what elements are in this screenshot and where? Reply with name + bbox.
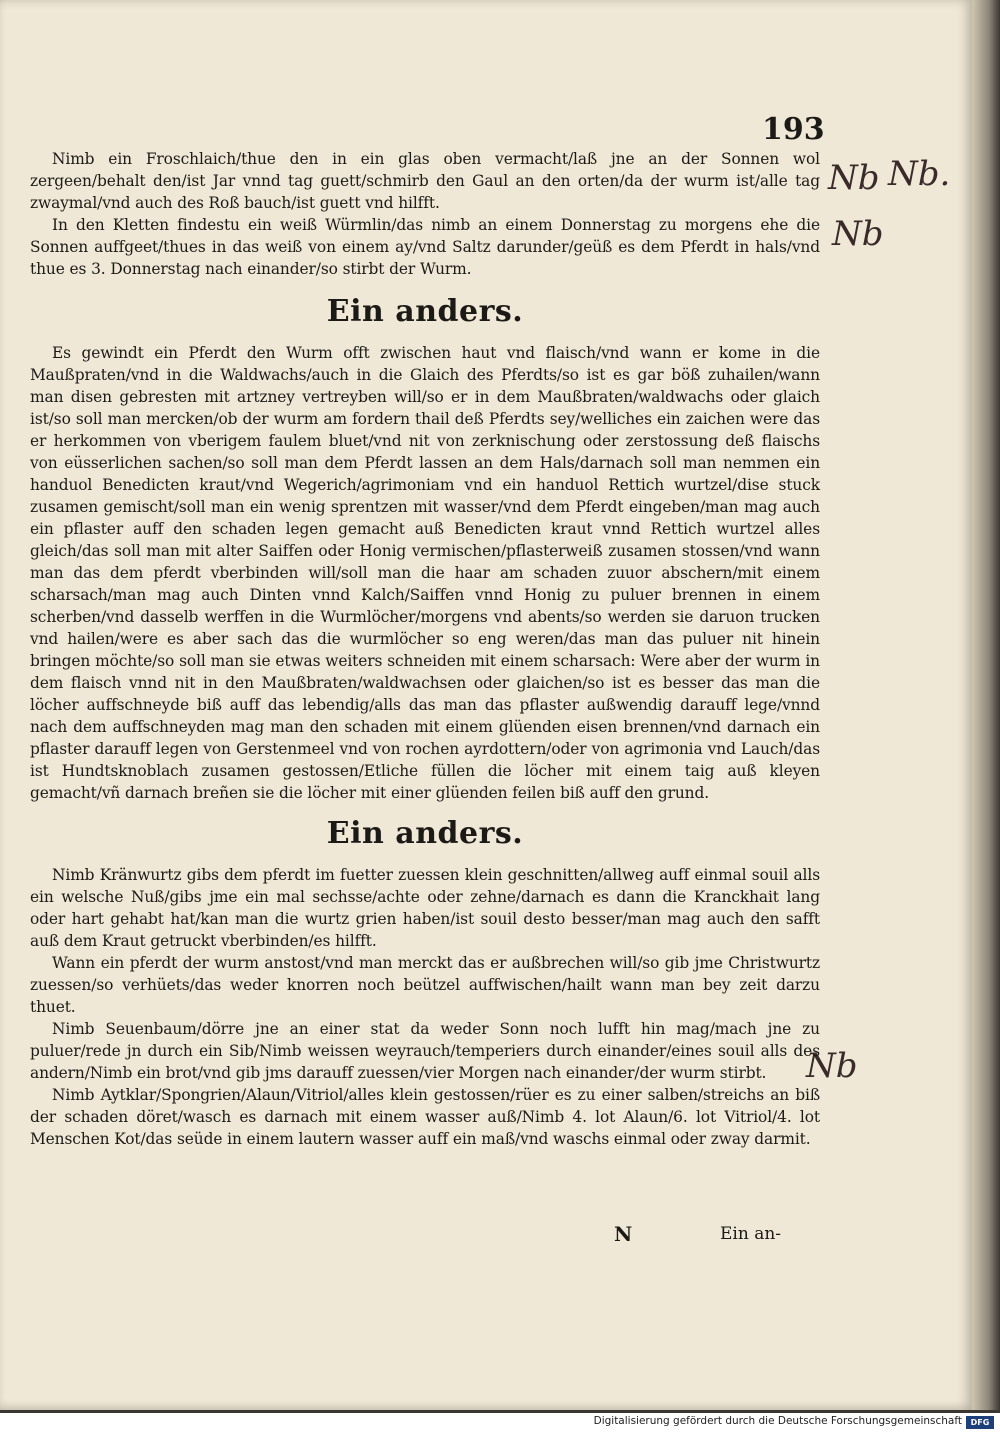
marginal-note-nb-3: Nb <box>832 214 884 254</box>
catchword: Ein an- <box>720 1224 782 1244</box>
footer-bar <box>0 1413 1000 1433</box>
paragraph-wurm-treatment: Es gewindt ein Pferdt den Wurm offt zwischen haut vnd flaisch/vnd wann er kome in die Maußpraten/vnd in die Waldwachs/auch in die Glaich des Pferdts/so ist es gar böß zuhailen/wann man disen gebresten mit artzney vertreyben will/so er in dem Maußbraten/waldwachs oder glaich ist/so soll man mercken/ob der wurm am fordern thail deß Pferdts sey/welliches ein zaichen were das er herkommen von vberigem faulem bluet/vnd nit von zerknischung oder zerstossung deß flaischs von eüsserlichen sachen/so soll man dem Pferdt lassen an dem Hals/darnach soll man nemmen ein handuol Benedicten kraut/vnd Wegerich/agrimoniam vnd ein handuol Rettich wurtzel/dise stuck zusamen gemischt/soll man ein wenig sprentzen mit wasser/vnd dem Pferdt eingeben/man mag auch ein pflaster auff den schaden legen gemacht auß Benedicten kraut vnnd Rettich wurtzel alles gleich/das soll man mit alter Saiffen oder Honig vermischen/pflasterweiß zusamen stossen/vnd wann man das dem pferdt vberbinden will/soll man die haar am schaden zuuor abschern/mit einem scharsach/man mag auch Dinten vnnd Kalch/Saiffen vnnd Honig zu puluer brennen in einem scherben/vnd dasselb werffen in die Wurmlöcher/morgens vnd abents/so werden sie daruon trucken vnd hailen/were es aber sach das die wurmlöcher so eng weren/das man das puluer nit hinein bringen möchte/so soll man sie etwas weiters schneiden mit einem scharsach: Were aber der wurm in dem flaisch vnnd nit in den Maußbraten/waldwachsen oder glaichen/so ist es besser das man die löcher auffschneyde biß auff das lebendig/alls das man das pflaster außwendig darauff lege/vnnd nach dem auffschneyden mag man den schaden mit einem glüenden eisen brennen/vnd darnach ein pflaster darauff legen von Gerstenmeel vnd von rochen ayrdottern/oder von agrimonia vnd Lauch/das ist Hundtsknoblach zusamen gestossen/Etliche füllen die löcher mit einem taig auß kleyen gemacht/vñ darnach breñen sie die löcher mit einer glüenden feilen biß auff den grund. <box>30 344 820 802</box>
paragraph-froschlaich: Nimb ein Froschlaich/thue den in ein glas oben vermacht/laß jne an der Sonnen wol zergeen/behalt den/ist Jar vnnd tag guett/schmirb den Gaul an den orten/da der wurm ist/alle tag zwaymal/vnd auch des Roß bauch/ist guett vnd hilfft. <box>30 150 820 212</box>
paragraph-seuenbaum: Nimb Seuenbaum/dörre jne an einer stat da weder Sonn noch lufft hin mag/mach jne zu puluer/rede jn durch ein Sib/Nimb weissen weyrauch/temperiers durch einander/eines souil alls des andern/Nimb ein brot/vnd gib jms darauff zuessen/vier Morgen nach einander/der wurm stirbt. <box>30 1020 820 1082</box>
signature-mark: N <box>614 1222 633 1246</box>
page-number: 193 <box>762 112 825 147</box>
paragraph-christwurtz: Wann ein pferdt der wurm anstost/vnd man merckt das er außbrechen will/so gib jme Christwurtz zuessen/so verhüets/das weder knorren noch beützel auffwischen/hailt wann man bey zeit darzu thuet. <box>30 954 820 1016</box>
paragraph-aytklar: Nimb Aytklar/Spongrien/Alaun/Vitriol/alles klein gestossen/rüer es zu einer salben/streichs an biß der schaden döret/wasch es darnach mit einem wasser auß/Nimb 4. lot Alaun/6. lot Vitriol/4. lot Menschen Kot/das seüde in einem lautern wasser auff ein maß/vnd waschs einmal oder zway darmit. <box>30 1086 820 1148</box>
paragraph-kletten: In den Kletten findestu ein weiß Würmlin/das nimb an einem Donnerstag zu morgens ehe die Sonnen auffgeet/thues in das weiß von einem ay/vnd Saltz darunder/geüß es dem Pferdt in hals/vnd thue es 3. Donnerstag nach einander/so stirbt der Wurm. <box>30 216 820 278</box>
main-text <box>30 148 820 1150</box>
section-heading-1: Ein anders. <box>326 294 524 329</box>
section-heading-2: Ein anders. <box>326 816 524 851</box>
page-edge-shadow <box>972 0 1000 1410</box>
marginal-note-nb-4: Nb <box>806 1046 858 1086</box>
funding-credit: Digitalisierung gefördert durch die Deutsche Forschungsgemeinschaft <box>593 1415 962 1427</box>
marginal-note-nb-2: Nb. <box>888 154 951 194</box>
marginal-note-nb-1: Nb <box>828 158 880 198</box>
dfg-logo-icon: DFG <box>966 1416 994 1429</box>
paragraph-kraenwurtz: Nimb Kränwurtz gibs dem pferdt im fuetter zuessen klein geschnitten/allweg auff einmal souil alls ein welsche Nuß/gibs jme ein mal sechsse/achte oder zehne/darnach es dann die Kranckhait lang oder hart gehabt hat/kan man die wurtz grien haben/ist souil desto besser/man mag auch den safft auß dem Kraut getruckt vberbinden/es hilfft. <box>30 866 820 950</box>
